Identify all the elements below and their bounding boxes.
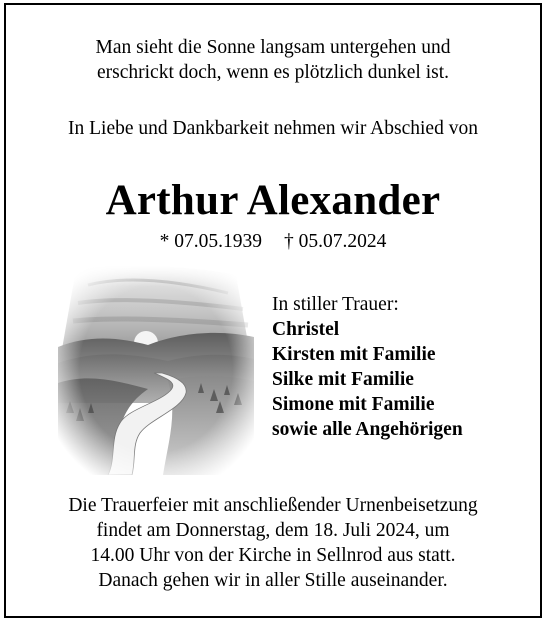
mourner: Silke mit Familie (272, 369, 414, 390)
birth-date: * 07.05.1939 (159, 231, 262, 252)
mourner: sowie alle Angehörigen (272, 419, 463, 440)
verse (6, 35, 540, 85)
death-date: † 05.07.2024 (284, 231, 387, 252)
mourner: Simone mit Familie (272, 394, 435, 415)
life-dates (6, 229, 540, 254)
service-details (6, 493, 540, 593)
landscape-sunset-river-drawing-icon (58, 263, 254, 475)
verse-line: erschrickt doch, wenn es plötzlich dunkel ist. (97, 62, 449, 83)
obituary-notice (4, 3, 542, 618)
service-line: Die Trauerfeier mit anschließender Urnenbeisetzung (68, 495, 478, 516)
mourner: Kirsten mit Familie (272, 344, 436, 365)
mourners-list (272, 292, 463, 442)
mourners-heading: In stiller Trauer: (272, 294, 399, 315)
service-line: 14.00 Uhr von der Kirche in Sellnrod aus statt. (90, 545, 456, 566)
farewell-intro: In Liebe und Dankbarkeit nehmen wir Abschied von (68, 118, 478, 139)
service-line: Danach gehen wir in aller Stille auseinander. (98, 570, 448, 591)
deceased-name: Arthur Alexander (105, 177, 441, 224)
mourner: Christel (272, 319, 340, 340)
service-line: findet am Donnerstag, dem 18. Juli 2024, um (96, 520, 450, 541)
verse-line: Man sieht die Sonne langsam untergehen und (95, 37, 451, 58)
